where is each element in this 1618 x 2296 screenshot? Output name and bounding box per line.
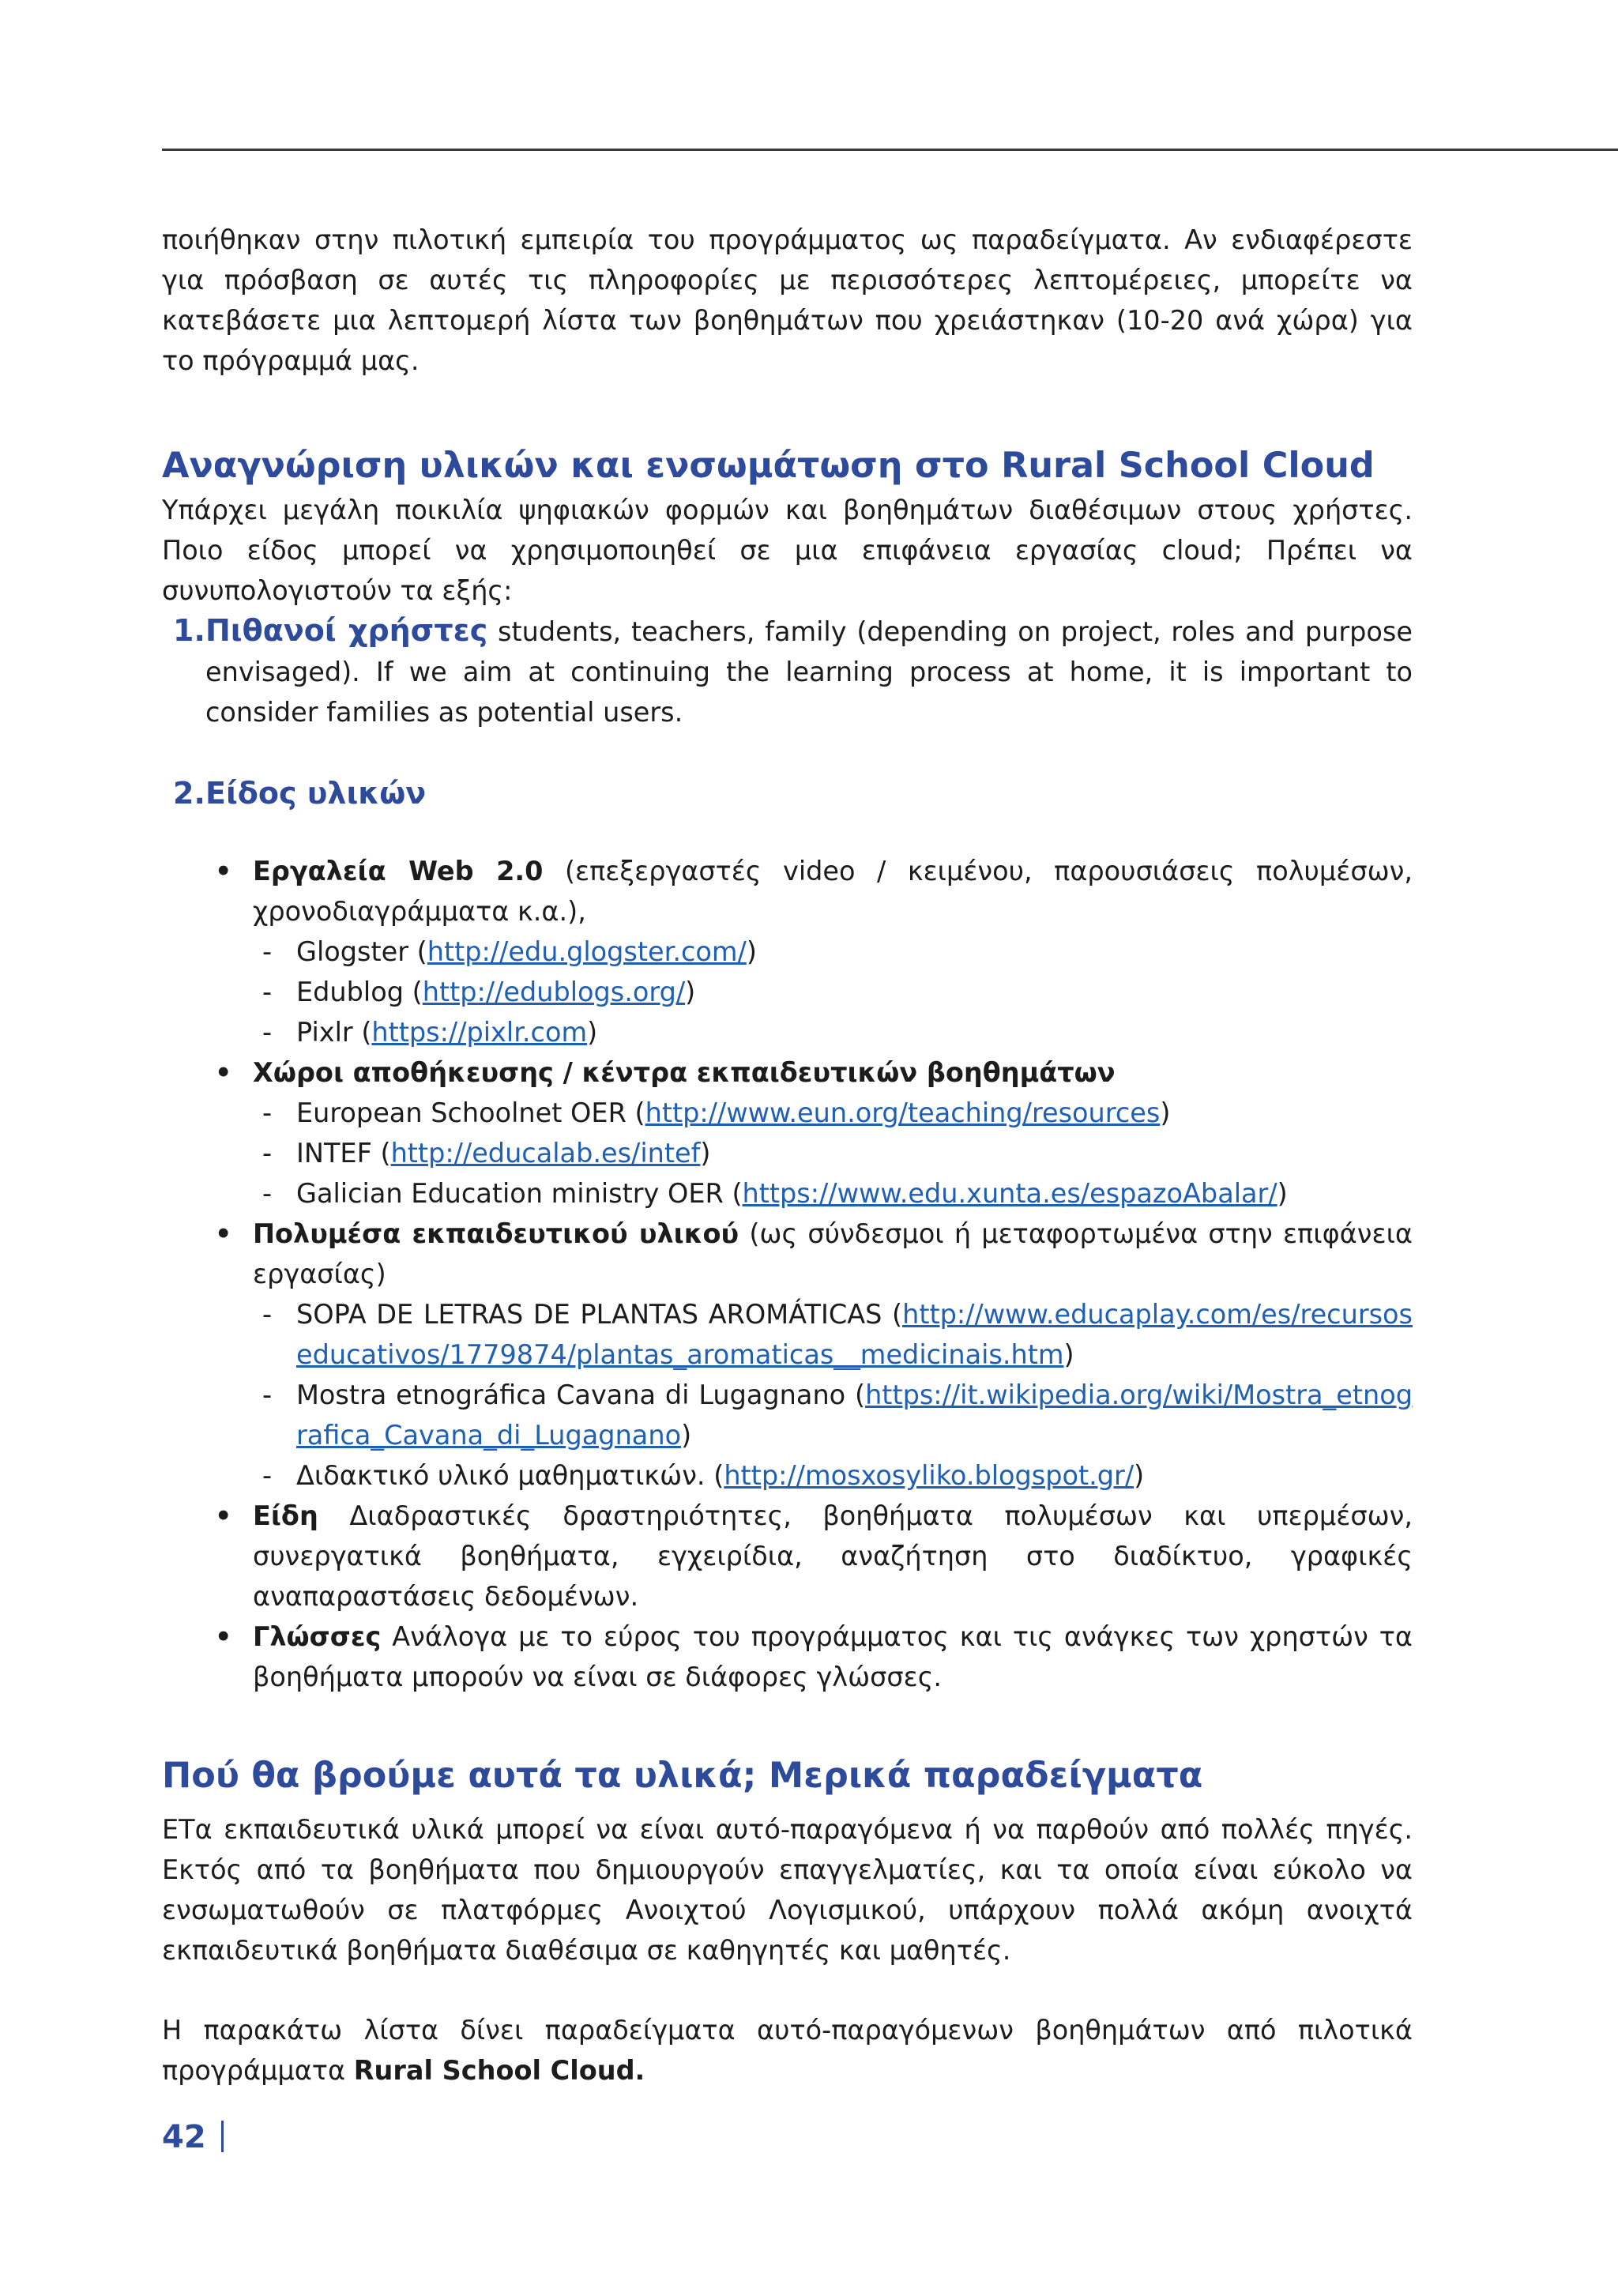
item-name: Glogster ( — [296, 936, 427, 967]
list-item — [253, 1012, 1413, 1052]
bullet-label: Εργαλεία Web 2.0 — [253, 856, 544, 886]
item-close: ) — [1277, 1178, 1288, 1209]
numbered-item-lead: Είδος υλικών — [205, 776, 427, 811]
bullet-icon: • — [215, 856, 232, 886]
link-wikipedia[interactable]: https://it.wikipedia.org/wiki/Mostra_etnografica_Cavana_di_Lugagnano — [296, 1379, 1413, 1451]
bullet-storage — [162, 1052, 1413, 1214]
bullet-text: Διαδραστικές δραστηριότητες, βοηθήματα πολυμέσων και υπερμέσων, συνεργατικά βοηθήματα, εγχειρίδια, αναζήτηση στο διαδίκτυο, γραφικές αναπαραστάσεις δεδομένων. — [253, 1500, 1413, 1612]
page-number-divider — [221, 2121, 224, 2152]
dash-icon: - — [262, 1138, 273, 1169]
section-heading-where: Πού θα βρούμε αυτά τα υλικά; Μερικά παραδείγματα — [162, 1756, 1203, 1796]
dash-icon: - — [262, 1379, 273, 1410]
list-item — [253, 1173, 1413, 1214]
where-paragraph-2 — [162, 2010, 1413, 2091]
list-item — [253, 1375, 1413, 1455]
link-pixlr[interactable]: https://pixlr.com — [371, 1017, 588, 1048]
bullet-label: Είδη — [253, 1500, 318, 1531]
bullet-languages — [162, 1617, 1413, 1697]
bullet-icon: • — [215, 1500, 232, 1531]
materials-bullet-list — [162, 851, 1413, 1697]
storage-list — [253, 1093, 1413, 1214]
item-name: Galician Education ministry OER ( — [296, 1178, 743, 1209]
header-rule — [162, 149, 1618, 151]
item-name: INTEF ( — [296, 1138, 391, 1169]
bullet-label: Πολυμέσα εκπαιδευτικού υλικού — [253, 1218, 739, 1249]
dash-icon: - — [262, 1299, 273, 1330]
numbered-item-lead: Πιθανοί χρήστες — [205, 613, 488, 648]
link-mosxosyliko[interactable]: http://mosxosyliko.blogspot.gr/ — [724, 1460, 1134, 1491]
bullet-label: Γλώσσες — [253, 1621, 382, 1652]
dash-icon: - — [262, 1460, 273, 1491]
page-number: 42 — [162, 2119, 206, 2155]
numbered-item-marker: 1. — [173, 613, 205, 648]
bullet-web-tools — [162, 851, 1413, 1052]
link-edublogs[interactable]: http://edublogs.org/ — [422, 977, 686, 1007]
page-body — [162, 220, 1413, 2091]
item-name: Mostra etnográfica Cavana di Lugagnano ( — [296, 1379, 866, 1410]
dash-icon: - — [262, 1097, 273, 1128]
numbered-item-text: students, teachers, family (depending on project, roles and purpose envisaged). If we aim at continuing the learning process at home, it is important to consider families as potential users. — [205, 616, 1413, 728]
item-close: ) — [587, 1017, 598, 1048]
item-close: ) — [746, 936, 757, 967]
link-educaplay[interactable]: http://www.educaplay.com/es/recursoseducativos/1779874/plantas_aromaticas__medicinais.htm — [296, 1299, 1413, 1370]
bullet-types — [162, 1496, 1413, 1617]
item-close: ) — [1134, 1460, 1145, 1491]
dash-icon: - — [262, 977, 273, 1007]
bullet-icon: • — [215, 1057, 232, 1088]
bullet-text: (επεξεργαστές video / κειμένου, παρουσιάσεις πολυμέσων, χρονοδιαγράμματα κ.α.), — [253, 856, 1413, 927]
item-close: ) — [685, 977, 696, 1007]
list-item — [253, 1455, 1413, 1496]
bullet-text: (ως σύνδεσμοι ή μεταφορτωμένα στην επιφάνεια εργασίας) — [253, 1218, 1413, 1289]
list-item — [253, 932, 1413, 972]
paragraph-bold: Rural School Cloud. — [353, 2055, 645, 2086]
list-item — [253, 1093, 1413, 1133]
dash-icon: - — [262, 1178, 273, 1209]
bullet-icon: • — [215, 1218, 232, 1249]
paragraph-text: Η παρακάτω λίστα δίνει παραδείγματα αυτό-παραγόμενων βοηθημάτων από πιλοτικά προγράμματα — [162, 2015, 1413, 2086]
link-glogster[interactable]: http://edu.glogster.com/ — [427, 936, 747, 967]
numbered-item-materials — [162, 773, 1413, 815]
list-item — [253, 1133, 1413, 1173]
link-eun[interactable]: http://www.eun.org/teaching/resources — [645, 1097, 1161, 1128]
section-heading-materials: Αναγνώριση υλικών και ενσωμάτωση στο Rural School Cloud — [162, 446, 1375, 486]
dash-icon: - — [262, 1017, 273, 1048]
materials-paragraph: Υπάρχει μεγάλη ποικιλία ψηφιακών φορμών και βοηθημάτων διαθέσιμων στους χρήστες. Ποιο είδος μπορεί να χρησιμοποιηθεί σε μια επιφάνεια εργασίας cloud; Πρέπει να συνυπολογιστούν τα εξής: — [162, 495, 1413, 606]
item-close: ) — [1063, 1339, 1074, 1370]
list-item — [253, 1294, 1413, 1375]
item-name: SOPA DE LETRAS DE PLANTAS AROMÁTICAS ( — [296, 1299, 903, 1330]
numbered-item-users — [162, 611, 1413, 732]
intro-paragraph: ποιήθηκαν στην πιλοτική εμπειρία του προγράμματος ως παραδείγματα. Αν ενδιαφέρεστε για πρόσβαση σε αυτές τις πληροφορίες με περισσότερες λεπτομέρειες, μπορείτε να κατεβάσετε μια λεπτομερή λίστα των βοηθημάτων που χρειάστηκαν (10-20 ανά χώρα) για το πρόγραμμά μας. — [162, 224, 1413, 376]
item-close: ) — [681, 1420, 692, 1451]
link-xunta[interactable]: https://www.edu.xunta.es/espazoAbalar/ — [742, 1178, 1277, 1209]
list-item — [253, 972, 1413, 1012]
bullet-text: Ανάλογα με το εύρος του προγράμματος και τις ανάγκες των χρηστών τα βοηθήματα μπορούν να είναι σε διάφορες γλώσσες. — [253, 1621, 1413, 1692]
dash-icon: - — [262, 936, 273, 967]
item-name: Διδακτικό υλικό μαθηματικών. ( — [296, 1460, 724, 1491]
numbered-item-marker: 2. — [173, 776, 205, 811]
bullet-icon: • — [215, 1621, 232, 1652]
where-paragraph-1: ΕΤα εκπαιδευτικά υλικά μπορεί να είναι αυτό-παραγόμενα ή να παρθούν από πολλές πηγές. Εκτός από τα βοηθήματα που δημιουργούν επαγγελματίες, και τα οποία είναι εύκολο να ενσωματωθούν σε πλατφόρμες Ανοιχτού Λογισμικού, υπάρχουν πολλά ακόμη ανοιχτά εκπαιδευτικά βοηθήματα διαθέσιμα σε καθηγητές και μαθητές. — [162, 1814, 1413, 1966]
item-name: Pixlr ( — [296, 1017, 372, 1048]
media-list — [253, 1294, 1413, 1496]
item-close: ) — [1160, 1097, 1171, 1128]
bullet-label: Χώροι αποθήκευσης / κέντρα εκπαιδευτικών βοηθημάτων — [253, 1057, 1116, 1088]
bullet-media — [162, 1214, 1413, 1496]
item-name: Edublog ( — [296, 977, 423, 1007]
item-close: ) — [700, 1138, 711, 1169]
web-tools-list — [253, 932, 1413, 1052]
item-name: European Schoolnet OER ( — [296, 1097, 645, 1128]
link-intef[interactable]: http://educalab.es/intef — [390, 1138, 701, 1169]
